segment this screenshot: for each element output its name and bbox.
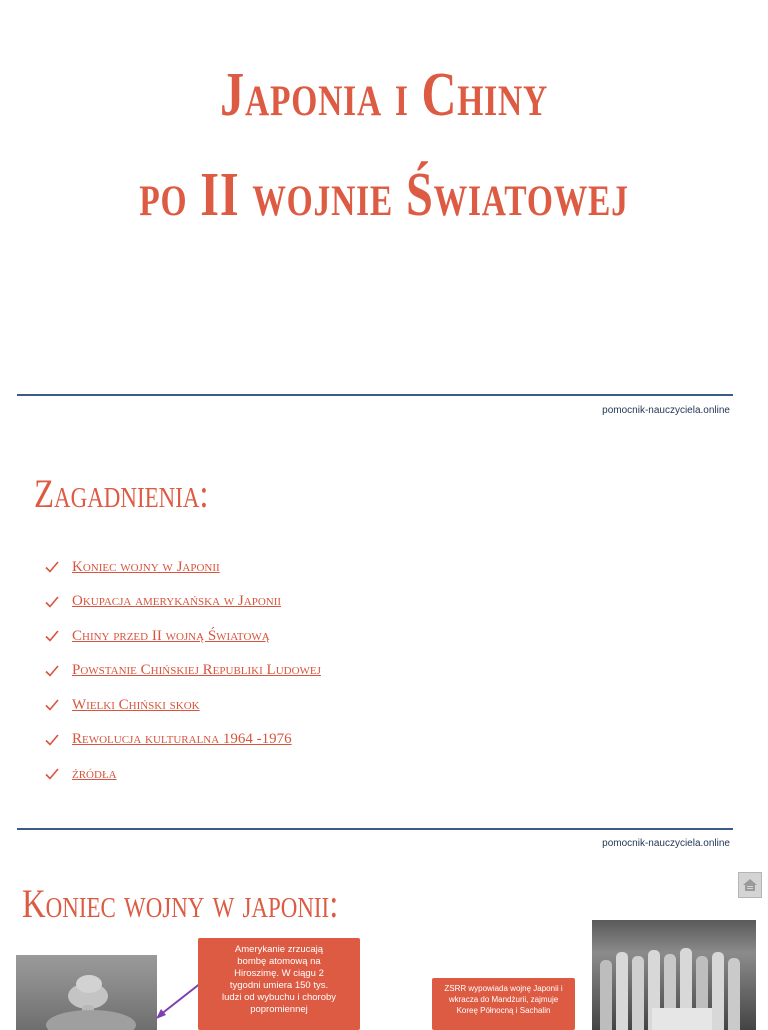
topic-list bbox=[44, 550, 321, 792]
slide-divider bbox=[17, 394, 733, 396]
topic-item bbox=[44, 550, 321, 585]
checkmark-icon bbox=[44, 697, 60, 713]
photo-atomic-cloud bbox=[16, 955, 157, 1030]
checkmark-icon bbox=[44, 594, 60, 610]
checkmark-icon bbox=[44, 628, 60, 644]
site-label: pomocnik-nauczyciela.online bbox=[602, 405, 730, 416]
topic-link-zrodla[interactable]: źródła bbox=[72, 765, 117, 782]
scroll-to-top-button[interactable] bbox=[738, 872, 762, 898]
site-label: pomocnik-nauczyciela.online bbox=[602, 838, 730, 849]
slide-divider bbox=[17, 828, 733, 830]
topic-item bbox=[44, 619, 321, 654]
home-icon bbox=[742, 877, 758, 893]
topic-link-rewolucja[interactable]: Rewolucja kulturalna 1964 -1976 bbox=[72, 731, 292, 748]
topic-link-wielki-skok[interactable]: Wielki Chiński skok bbox=[72, 696, 200, 713]
title-slide bbox=[0, 0, 768, 395]
checkmark-icon bbox=[44, 559, 60, 575]
main-title-line-2: po II wojnie Światowej bbox=[139, 161, 629, 229]
topic-link-chiny-przed-wojna[interactable]: Chiny przed II wojną Światową bbox=[72, 627, 270, 644]
topic-link-chrl[interactable]: Powstanie Chińskiej Republiki Ludowej bbox=[72, 662, 321, 679]
section-heading: Koniec wojny w japonii: bbox=[22, 881, 339, 926]
topic-item bbox=[44, 654, 321, 689]
topic-link-koniec-wojny[interactable]: Koniec wojny w Japonii bbox=[72, 558, 220, 575]
topic-item bbox=[44, 723, 321, 758]
topic-item bbox=[44, 757, 321, 792]
topics-heading: Zagadnienia: bbox=[34, 471, 209, 516]
note-hiroshima: Amerykanie zrzucają bombę atomową na Hiroszimę. W ciągu 2 tygodni umiera 150 tys. ludzi od wybuchu i choroby popromiennej bbox=[198, 938, 360, 1030]
topic-link-okupacja[interactable]: Okupacja amerykańska w Japonii bbox=[72, 593, 282, 610]
checkmark-icon bbox=[44, 766, 60, 782]
checkmark-icon bbox=[44, 732, 60, 748]
topic-item bbox=[44, 585, 321, 620]
main-title-line-1: Japonia i Chiny bbox=[220, 61, 548, 129]
note-ussr: ZSRR wypowiada wojnę Japonii i wkracza do Mandżurii, zajmuje Koreę Północną i Sachalin bbox=[432, 978, 575, 1030]
topic-item bbox=[44, 688, 321, 723]
photo-surrender-signing bbox=[592, 920, 756, 1030]
checkmark-icon bbox=[44, 663, 60, 679]
